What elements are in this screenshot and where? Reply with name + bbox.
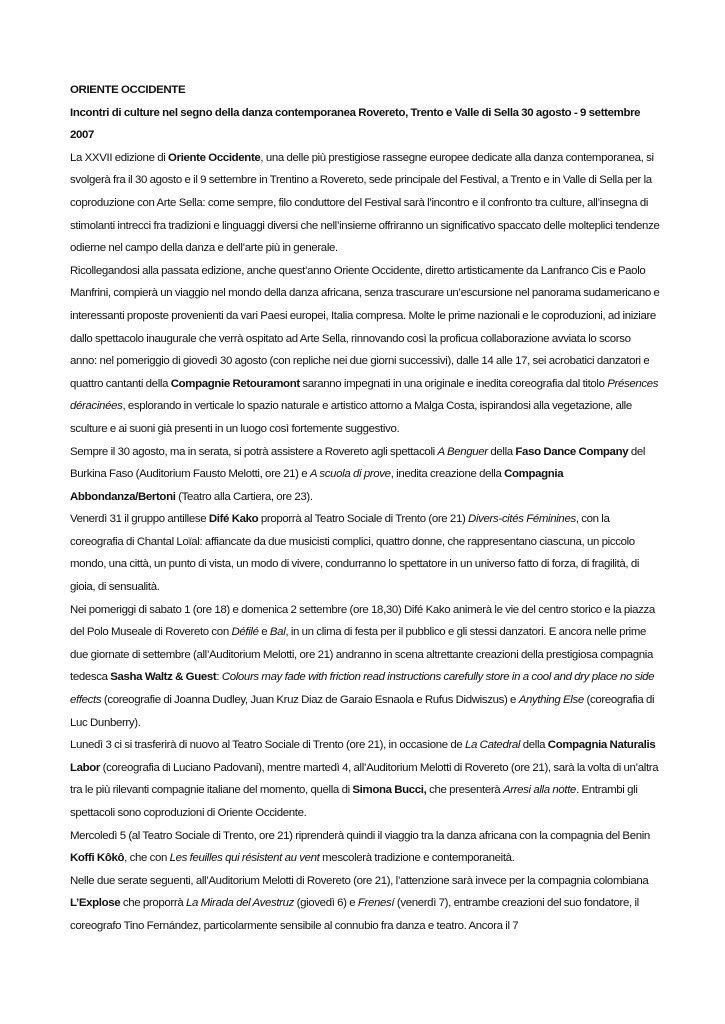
italic-text: Divers-cités Féminines <box>468 513 576 526</box>
paragraph-text: , inedita creazione della <box>390 468 505 481</box>
paragraph-text: e <box>258 626 270 639</box>
paragraph-text: (giovedì 6) e <box>294 897 358 910</box>
body-paragraph <box>70 599 660 735</box>
paragraph-text: (venerdì 7), entrambe creazioni del suo fondatore, il coreografo Tino Fernández, particolarmente sensibile al connubio fra danza e teatro. Ancora il 7 <box>70 897 639 932</box>
bold-text: Oriente Occidente <box>168 151 261 164</box>
italic-text: Bal <box>269 626 286 639</box>
bold-text: L’Explose <box>70 897 121 910</box>
paragraph-text: . Entrambi gli spettacoli sono coproduzioni di Oriente Occidente. <box>70 784 638 819</box>
bold-text: Sasha Waltz & Guest <box>110 671 217 684</box>
paragraph-text: Nelle due serate seguenti, all’Auditorium Melotti di Rovereto (ore 21), l’attenzione sarà invece per la compagnia colombiana <box>70 874 649 887</box>
paragraph-text: , con la coreografia di Chantal Loïal: affiancate da due musicisti complici, quattro donne, che rappresentano ciascuna, un piccolo mondo, una città, un punto di vista, un modo di vivere, condurranno lo spettatore in un universo fatto di forza, di fragilità, di gioia, di sensualità. <box>70 513 640 594</box>
paragraph-text: che presenterà <box>426 784 503 797</box>
italic-text: A Benguer <box>437 445 488 458</box>
paragraph-text: , che con <box>124 852 170 865</box>
paragraph-text: Lunedì 3 ci si trasferirà di nuovo al Teatro Sociale di Trento (ore 21), in occasione de <box>70 739 466 752</box>
paragraph-text: La XXVII edizione di <box>70 151 169 164</box>
paragraph-text: che proporrà <box>120 897 186 910</box>
paragraph-text: Venerdì 31 il gruppo antillese <box>70 513 209 526</box>
paragraph-text: : <box>216 671 222 684</box>
paragraph-text: proporrà al Teatro Sociale di Trento (ore 21) <box>258 513 469 526</box>
paragraph-text: mescolerà tradizione e contemporaneità. <box>319 852 515 865</box>
document-title: ORIENTE OCCIDENTE <box>70 84 186 96</box>
document-page <box>70 79 660 938</box>
paragraph-text: Mercoledì 5 (al Teatro Sociale di Trento, ore 21) riprenderà quindi il viaggio tra la danza africana con la compagnia del Benin <box>70 829 650 842</box>
paragraph-text: della <box>520 739 548 752</box>
document-subtitle: Incontri di culture nel segno della danza contemporanea Rovereto, Trento e Valle di Sella 30 agosto - 9 settembre 2007 <box>70 106 641 142</box>
italic-text: Anything Else <box>518 694 584 707</box>
italic-text: La Catedral <box>465 739 521 752</box>
body-paragraph <box>70 508 660 598</box>
bold-text: Compagnia Abbondanza/Bertoni <box>70 468 564 503</box>
paragraph-text: del Burkina Faso (Auditorium Fausto Melotti, ore 21) e <box>70 445 646 481</box>
paragraph-text: Ricollegandosi alla passata edizione, anche quest’anno Oriente Occidente, diretto artisticamente da Lanfranco Cis e Paolo Manfrini, compierà un viaggio nel mondo della danza africana, senza trascurare un’escursione nel panorama sudamericano e interessanti proposte provenienti da vari Paesi europei, Italia compresa. Molte le prime nazionali e le coproduzioni, ad iniziare dallo spettacolo inaugurale che verrà ospitato ad Arte Sella, rinnovando così la proficua collaborazione avviata lo scorso anno: nel pomeriggio di giovedì 30 agosto (con repliche nei due giorni successivi), dalle 14 alle 17, sei acrobatici danzatori e quattro cantanti della <box>70 264 660 390</box>
paragraph-text: , esplorando in verticale lo spazio naturale e artistico attorno a Malga Costa, ispirandosi alla vegetazione, alle sculture e ai suoni già presenti in un luogo così fortemente suggestivo. <box>70 400 632 435</box>
body-paragraph <box>70 870 660 938</box>
body-paragraph <box>70 825 660 870</box>
italic-text: Arresi alla notte <box>502 784 577 797</box>
paragraph-text: , una delle più prestigiose rassegne europee dedicate alla danza contemporanea, si svolgerà fra il 30 agosto e il 9 settembre in Trentino a Rovereto, sede principale del Festival, a Trento e in Valle di Sella per la coproduzione con Arte Sella: come sempre, filo conduttore del Festival sarà l’incontro e il confronto tra culture, all’insegna di stimolanti intrecci fra tradizioni e linguaggi diversi che nell’insieme offriranno un significativo spaccato delle molteplici tendenze odierne nel campo della danza e dell’arte più in generale. <box>70 151 660 255</box>
italic-text: Frenesí <box>357 897 395 910</box>
bold-text: Koffi Kôkô <box>70 852 125 865</box>
italic-text: Défilé <box>231 626 259 639</box>
paragraph-text: (coreografie di Joanna Dudley, Juan Kruz Diaz de Garaio Esnaola e Rufus Didwiszus) e <box>101 694 519 707</box>
body-paragraph <box>70 147 660 260</box>
italic-text: Les feuilles qui résistent au vent <box>169 852 320 865</box>
paragraph-text: della <box>487 445 516 458</box>
bold-text: Faso Dance Company <box>515 445 629 458</box>
body-paragraph <box>70 260 660 441</box>
paragraph-text: (coreografia di Luciano Padovani), mentre martedì 4, all’Auditorium Melotti di Rovereto (ore 21), sarà la volta di un’altra tra le più rilevanti compagnie italiane del momento, quella di <box>70 761 659 797</box>
paragraph-text: (coreografia di Luc Dunberry). <box>70 694 655 729</box>
paragraph-text: Nei pomeriggi di sabato 1 (ore 18) e domenica 2 settembre (ore 18,30) Difé Kako animerà le vie del centro storico e la piazza del Polo Museale di Rovereto con <box>70 603 655 639</box>
bold-text: Difé Kako <box>208 513 259 526</box>
italic-text: La Mirada del Avestruz <box>185 897 295 910</box>
paragraph-text: Sempre il 30 agosto, ma in serata, si potrà assistere a Rovereto agli spettacoli <box>70 445 438 458</box>
paragraph-text: (Teatro alla Cartiera, ore 23). <box>175 490 313 503</box>
document-body <box>70 147 660 938</box>
bold-text: Simona Bucci, <box>352 784 427 797</box>
bold-text: Compagnie Retouramont <box>170 377 300 390</box>
paragraph-text: saranno impegnati in una originale e inedita coreografia dal titolo <box>299 377 608 390</box>
italic-text: A scuola di prove <box>309 468 391 481</box>
paragraph-text: , in un clima di festa per il pubblico e gli stessi danzatori. E ancora nelle prime due giornate di settembre (all’Auditorium Melotti, ore 21) andranno in scena altrettante creazioni della prestigiosa compagnia tedesca <box>70 626 653 684</box>
italic-text: Présences déracinées <box>70 377 659 413</box>
bold-text: Compagnia Naturalis Labor <box>70 739 656 774</box>
body-paragraph <box>70 441 660 509</box>
body-paragraph <box>70 734 660 824</box>
italic-text: Colours may fade with friction read instructions carefully store in a cool and dry place no side effects <box>70 671 655 707</box>
